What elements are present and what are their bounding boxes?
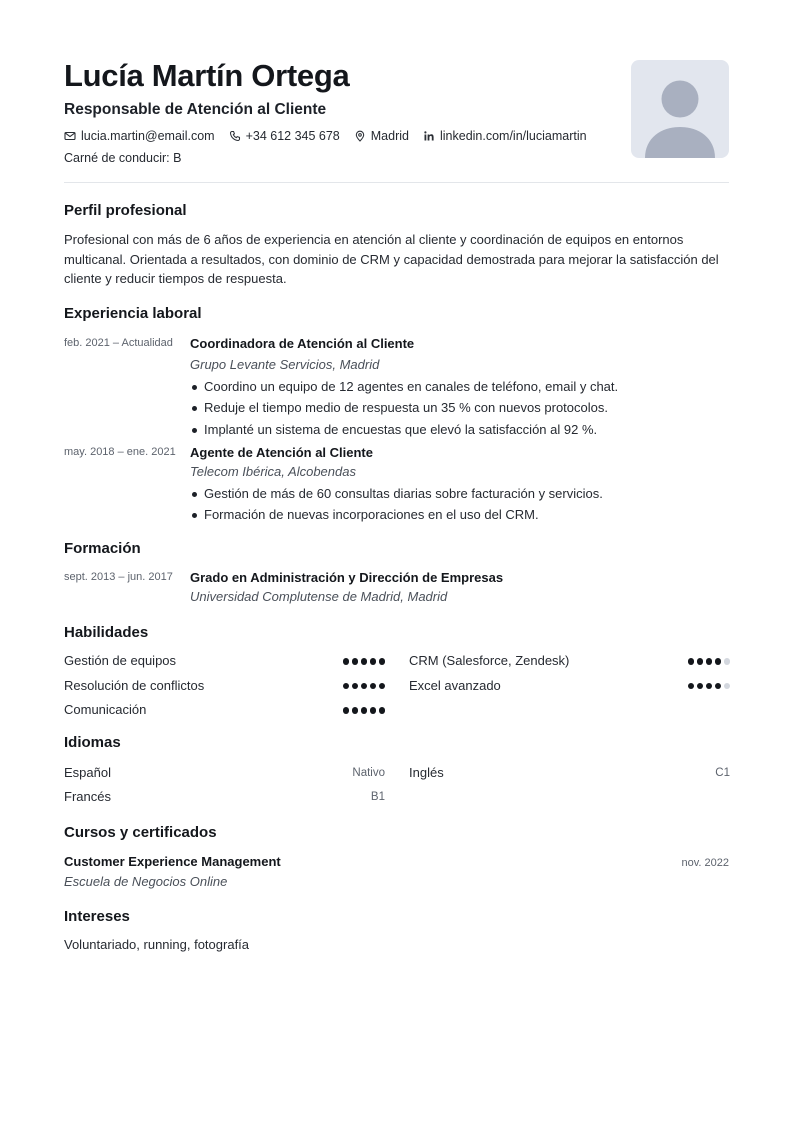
mail-icon — [64, 130, 76, 142]
languages-section — [64, 733, 729, 810]
section-title-experience: Experiencia laboral — [64, 304, 202, 322]
contact-location-text: Madrid — [370, 129, 409, 143]
courses-section — [64, 823, 729, 891]
experience-bullet: Coordino un equipo de 12 agentes en canales de teléfono, email y chat. — [190, 378, 729, 396]
skill-dot-filled — [370, 658, 377, 665]
skill-name: Resolución de conflictos — [64, 677, 205, 693]
section-title-education: Formación — [64, 540, 141, 557]
contact-linkedin[interactable] — [423, 128, 587, 144]
skills-column-left — [64, 649, 385, 723]
profile-section — [64, 201, 729, 289]
skills-section — [64, 623, 729, 723]
experience-date: feb. 2021 – Actualidad — [64, 336, 173, 349]
skill-level-dots — [341, 658, 385, 665]
language-name: Español — [64, 764, 111, 780]
language-name: Inglés — [409, 764, 444, 780]
education-entry — [64, 569, 729, 606]
skill-item — [409, 649, 730, 674]
course-title: Customer Experience Management — [64, 853, 281, 869]
candidate-role: Responsable de Atención al Cliente — [64, 101, 327, 118]
skill-dot-empty — [724, 683, 731, 690]
skill-dot-filled — [343, 707, 350, 714]
skills-grid — [64, 649, 729, 723]
experience-job-title: Agente de Atención al Cliente — [190, 444, 373, 460]
skill-dot-filled — [688, 658, 695, 665]
interests-list: Voluntariado, running, fotografía — [64, 936, 250, 952]
experience-company: Grupo Levante Servicios, Madrid — [190, 356, 380, 372]
contact-phone-text: +34 612 345 678 — [245, 129, 340, 143]
skill-dot-filled — [706, 683, 713, 690]
section-title-interests: Intereses — [64, 907, 130, 925]
location-icon — [354, 130, 366, 142]
experience-date: may. 2018 – ene. 2021 — [64, 445, 176, 458]
skill-item — [409, 674, 730, 699]
experience-company: Telecom Ibérica, Alcobendas — [190, 463, 356, 479]
course-header — [64, 853, 729, 871]
experience-bullet: Reduje el tiempo medio de respuesta un 35 % con nuevos protocolos. — [190, 399, 729, 417]
skill-level-dots — [341, 683, 385, 690]
contact-email-text: lucia.martin@email.com — [81, 129, 215, 143]
skill-dot-filled — [706, 658, 713, 665]
contact-location — [354, 128, 409, 144]
skill-item — [64, 649, 385, 674]
skill-dot-filled — [379, 658, 386, 665]
skill-dot-filled — [361, 683, 368, 690]
section-title-profile: Perfil profesional — [64, 202, 187, 219]
skill-dot-filled — [379, 683, 386, 690]
skill-dot-filled — [370, 683, 377, 690]
skill-name: Comunicación — [64, 702, 147, 718]
experience-bullet: Implanté un sistema de encuestas que elevó la satisfacción al 92 %. — [190, 421, 729, 439]
skill-dot-filled — [352, 707, 359, 714]
contact-email[interactable] — [64, 128, 215, 144]
skill-level-dots — [686, 658, 730, 665]
experience-section — [64, 304, 729, 525]
skill-dot-filled — [343, 658, 350, 665]
experience-entry — [64, 444, 729, 525]
linkedin-icon — [423, 130, 435, 142]
avatar-placeholder-icon — [631, 60, 729, 158]
candidate-name: Lucía Martín Ortega — [64, 58, 350, 93]
contact-list — [64, 128, 729, 144]
skill-dot-filled — [715, 683, 722, 690]
skill-dot-filled — [361, 658, 368, 665]
resume-header — [64, 58, 729, 182]
education-degree: Grado en Administración y Dirección de Empresas — [190, 570, 504, 585]
interests-section — [64, 907, 729, 954]
course-school: Escuela de Negocios Online — [64, 873, 228, 889]
language-item — [64, 761, 385, 786]
course-entry — [64, 853, 729, 891]
language-item — [64, 785, 385, 810]
education-date: sept. 2013 – jun. 2017 — [64, 571, 173, 583]
skill-dot-filled — [370, 707, 377, 714]
skills-column-right — [409, 649, 730, 723]
driving-license: Carné de conducir: B — [64, 151, 182, 165]
contact-phone[interactable] — [229, 128, 340, 144]
profile-summary: Profesional con más de 6 años de experiencia en atención al cliente y coordinación de equipos en entornos multicanal. Orientada a resultados, con dominio de CRM y capacidad demostrada para mejorar la satisfacción del cliente y reducir tiempos de respuesta. — [64, 232, 719, 286]
skill-dot-filled — [697, 658, 704, 665]
skill-dot-filled — [688, 683, 695, 690]
experience-entry — [64, 335, 729, 439]
experience-bullets — [190, 378, 729, 439]
language-name: Francés — [64, 789, 111, 805]
skill-dot-filled — [361, 707, 368, 714]
course-date: nov. 2022 — [681, 856, 729, 869]
skill-dot-empty — [724, 658, 731, 665]
skill-dot-filled — [379, 707, 386, 714]
skill-level-dots — [341, 707, 385, 714]
experience-bullet: Gestión de más de 60 consultas diarias sobre facturación y servicios. — [190, 485, 729, 503]
skill-name: Gestión de equipos — [64, 653, 177, 669]
section-title-skills: Habilidades — [64, 624, 149, 641]
skill-dot-filled — [697, 683, 704, 690]
experience-job-title: Coordinadora de Atención al Cliente — [190, 335, 415, 351]
skill-dot-filled — [715, 658, 722, 665]
skill-name: Excel avanzado — [409, 677, 501, 693]
skill-dot-filled — [352, 683, 359, 690]
experience-bullets — [190, 485, 729, 525]
education-section — [64, 539, 729, 606]
skill-level-dots — [686, 683, 730, 690]
contact-linkedin-text: linkedin.com/in/luciamartin — [439, 129, 587, 143]
skill-dot-filled — [352, 658, 359, 665]
section-title-courses: Cursos y certificados — [64, 823, 217, 841]
section-title-languages: Idiomas — [64, 733, 121, 751]
education-school: Universidad Complutense de Madrid, Madrid — [190, 589, 448, 604]
language-level: Nativo — [352, 766, 385, 779]
phone-icon — [229, 130, 241, 142]
experience-bullet: Formación de nuevas incorporaciones en el uso del CRM. — [190, 506, 729, 524]
languages-grid — [64, 761, 729, 810]
languages-column-left — [64, 761, 385, 810]
profile-photo — [631, 60, 729, 158]
language-level: C1 — [715, 766, 730, 779]
skill-item — [64, 698, 385, 723]
language-item — [409, 761, 730, 786]
skill-item — [64, 674, 385, 699]
skill-dot-filled — [343, 683, 350, 690]
language-level: B1 — [370, 791, 385, 804]
skill-name: CRM (Salesforce, Zendesk) — [409, 653, 570, 669]
languages-column-right — [409, 761, 730, 810]
resume-page — [64, 58, 729, 954]
